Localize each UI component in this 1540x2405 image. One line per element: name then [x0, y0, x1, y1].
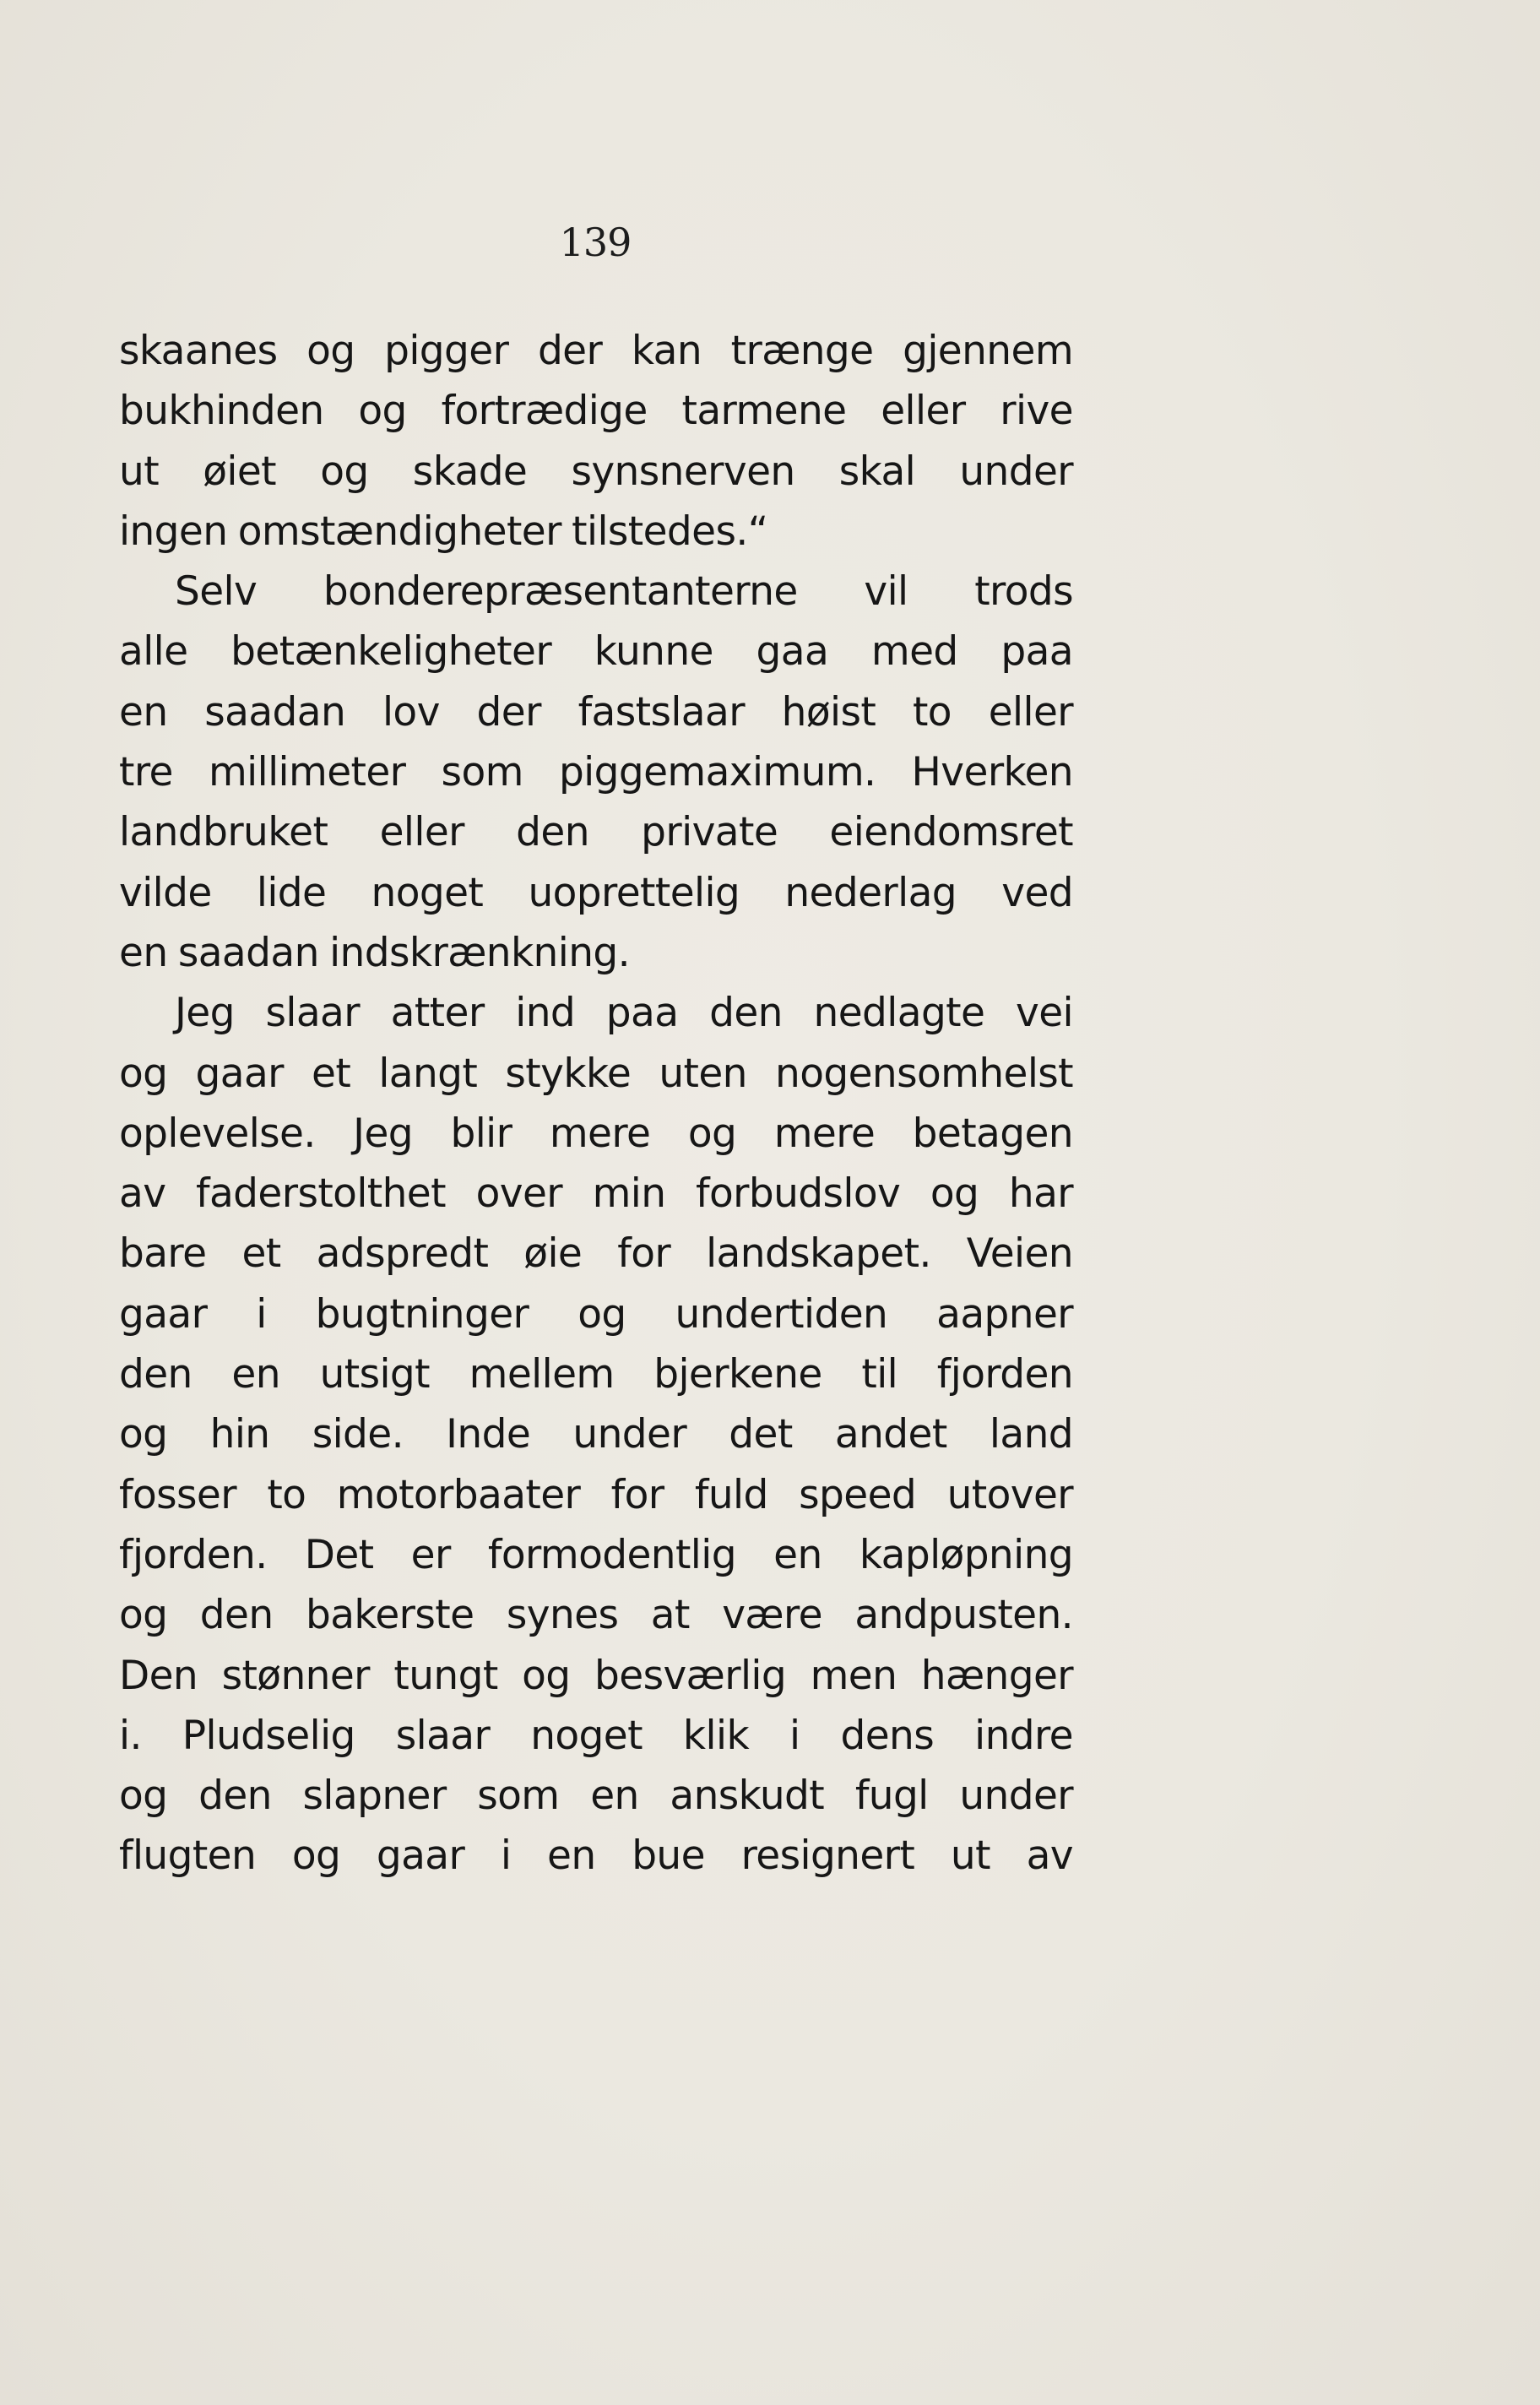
text-line: oplevelse. Jeg blir mere og mere betagen	[119, 1110, 1073, 1157]
text-line: fjorden. Det er formodentlig en kapløpning	[119, 1531, 1073, 1578]
text-line: i. Pludselig slaar noget klik i dens indre	[119, 1712, 1073, 1759]
text-line: Selv bonderepræsentanterne vil trods	[175, 568, 1073, 616]
text-line: ingen omstændigheter tilstedes.“	[119, 508, 768, 555]
page-number: 139	[559, 220, 632, 265]
text-line: landbruket eller den private eiendomsret	[119, 809, 1073, 856]
body-text	[119, 321, 1073, 1887]
text-line: og gaar et langt stykke uten nogensomhelst	[119, 1050, 1073, 1097]
paragraph	[119, 983, 1073, 1886]
text-line: alle betænkeligheter kunne gaa med paa	[119, 628, 1073, 676]
text-line: bare et adspredt øie for landskapet. Veien	[119, 1230, 1073, 1278]
text-line: av faderstolthet over min forbudslov og har	[119, 1170, 1073, 1218]
text-line: skaanes og pigger der kan trænge gjennem	[119, 328, 1073, 374]
text-line: og hin side. Inde under det andet land	[119, 1411, 1073, 1458]
text-line: den en utsigt mellem bjerkene til fjorden	[119, 1351, 1073, 1398]
text-line: tre millimeter som piggemaximum. Hverken	[119, 749, 1073, 796]
paragraph	[119, 321, 1073, 562]
text-line: vilde lide noget uoprettelig nederlag ved	[119, 869, 1073, 916]
text-line: fosser to motorbaater for fuld speed utover	[119, 1471, 1073, 1518]
text-line: en saadan indskrænkning.	[119, 929, 630, 976]
text-line: ut øiet og skade synsnerven skal under	[119, 448, 1073, 495]
text-line: Jeg slaar atter ind paa den nedlagte vei	[175, 990, 1073, 1037]
text-line: gaar i bugtninger og undertiden aapner	[119, 1290, 1073, 1338]
text-line: en saadan lov der fastslaar høist to eller	[119, 688, 1073, 736]
text-line: og den slapner som en anskudt fugl under	[119, 1773, 1073, 1820]
paragraph	[119, 562, 1073, 983]
text-line: flugten og gaar i en bue resignert ut av	[119, 1832, 1073, 1880]
text-line: Den stønner tungt og besværlig men hænger	[119, 1652, 1073, 1699]
text-line: bukhinden og fortrædige tarmene eller rive	[119, 388, 1073, 435]
text-line: og den bakerste synes at være andpusten.	[119, 1592, 1073, 1639]
